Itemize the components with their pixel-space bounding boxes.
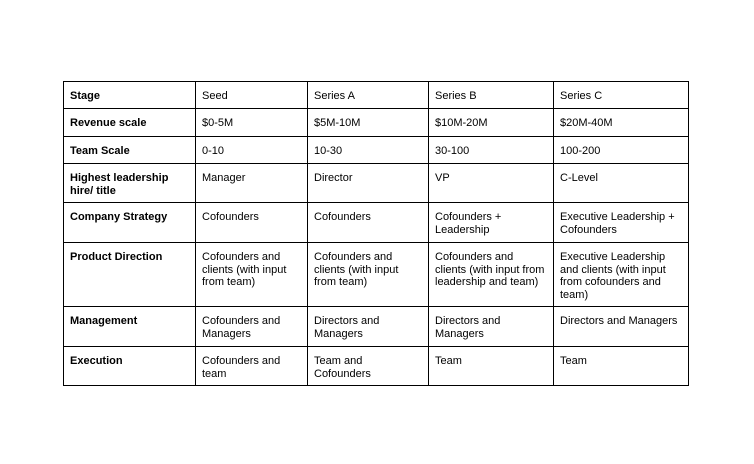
table-cell: Executive Leadership + Cofounders xyxy=(554,203,689,243)
table-cell: 10-30 xyxy=(308,137,429,164)
table-cell: Cofounders and clients (with input from team) xyxy=(308,243,429,307)
table-cell: Cofounders xyxy=(196,203,308,243)
table-cell: $10M-20M xyxy=(429,109,554,137)
table-row-stage xyxy=(64,82,689,109)
table-cell: Cofounders and team xyxy=(196,347,308,386)
table-row-highest-leadership-hire xyxy=(64,164,689,203)
row-header-cell: Product Direction xyxy=(64,243,196,307)
row-header-cell: Execution xyxy=(64,347,196,386)
row-header-cell: Management xyxy=(64,307,196,347)
table-row-company-strategy xyxy=(64,203,689,243)
table-cell: Team xyxy=(554,347,689,386)
table-cell: Executive Leadership and clients (with input from cofounders and team) xyxy=(554,243,689,307)
table-cell: Director xyxy=(308,164,429,203)
table-row-revenue-scale xyxy=(64,109,689,137)
table-row-product-direction xyxy=(64,243,689,307)
table-cell: Series B xyxy=(429,82,554,109)
table-cell: Cofounders xyxy=(308,203,429,243)
table-cell: $0-5M xyxy=(196,109,308,137)
table-cell: 30-100 xyxy=(429,137,554,164)
table-cell: Team and Cofounders xyxy=(308,347,429,386)
table-cell: Cofounders and clients (with input from team) xyxy=(196,243,308,307)
table-cell: 100-200 xyxy=(554,137,689,164)
table-cell: Manager xyxy=(196,164,308,203)
table-cell: $20M-40M xyxy=(554,109,689,137)
table-cell: Seed xyxy=(196,82,308,109)
row-header-cell: Highest leadership hire/ title xyxy=(64,164,196,203)
table-cell: 0-10 xyxy=(196,137,308,164)
table-cell: Team xyxy=(429,347,554,386)
table-cell: Series A xyxy=(308,82,429,109)
table-cell: Cofounders and clients (with input from leadership and team) xyxy=(429,243,554,307)
table-cell: Cofounders + Leadership xyxy=(429,203,554,243)
row-header-cell: Revenue scale xyxy=(64,109,196,137)
stage-comparison-table xyxy=(63,81,689,386)
table-cell: Directors and Managers xyxy=(554,307,689,347)
table-cell: VP xyxy=(429,164,554,203)
table-row-management xyxy=(64,307,689,347)
table-cell: $5M-10M xyxy=(308,109,429,137)
row-header-cell: Team Scale xyxy=(64,137,196,164)
table-cell: Directors and Managers xyxy=(308,307,429,347)
table-row-execution xyxy=(64,347,689,386)
table-cell: C-Level xyxy=(554,164,689,203)
table-cell: Cofounders and Managers xyxy=(196,307,308,347)
row-header-cell: Stage xyxy=(64,82,196,109)
table-row-team-scale xyxy=(64,137,689,164)
table-cell: Directors and Managers xyxy=(429,307,554,347)
row-header-cell: Company Strategy xyxy=(64,203,196,243)
table-cell: Series C xyxy=(554,82,689,109)
